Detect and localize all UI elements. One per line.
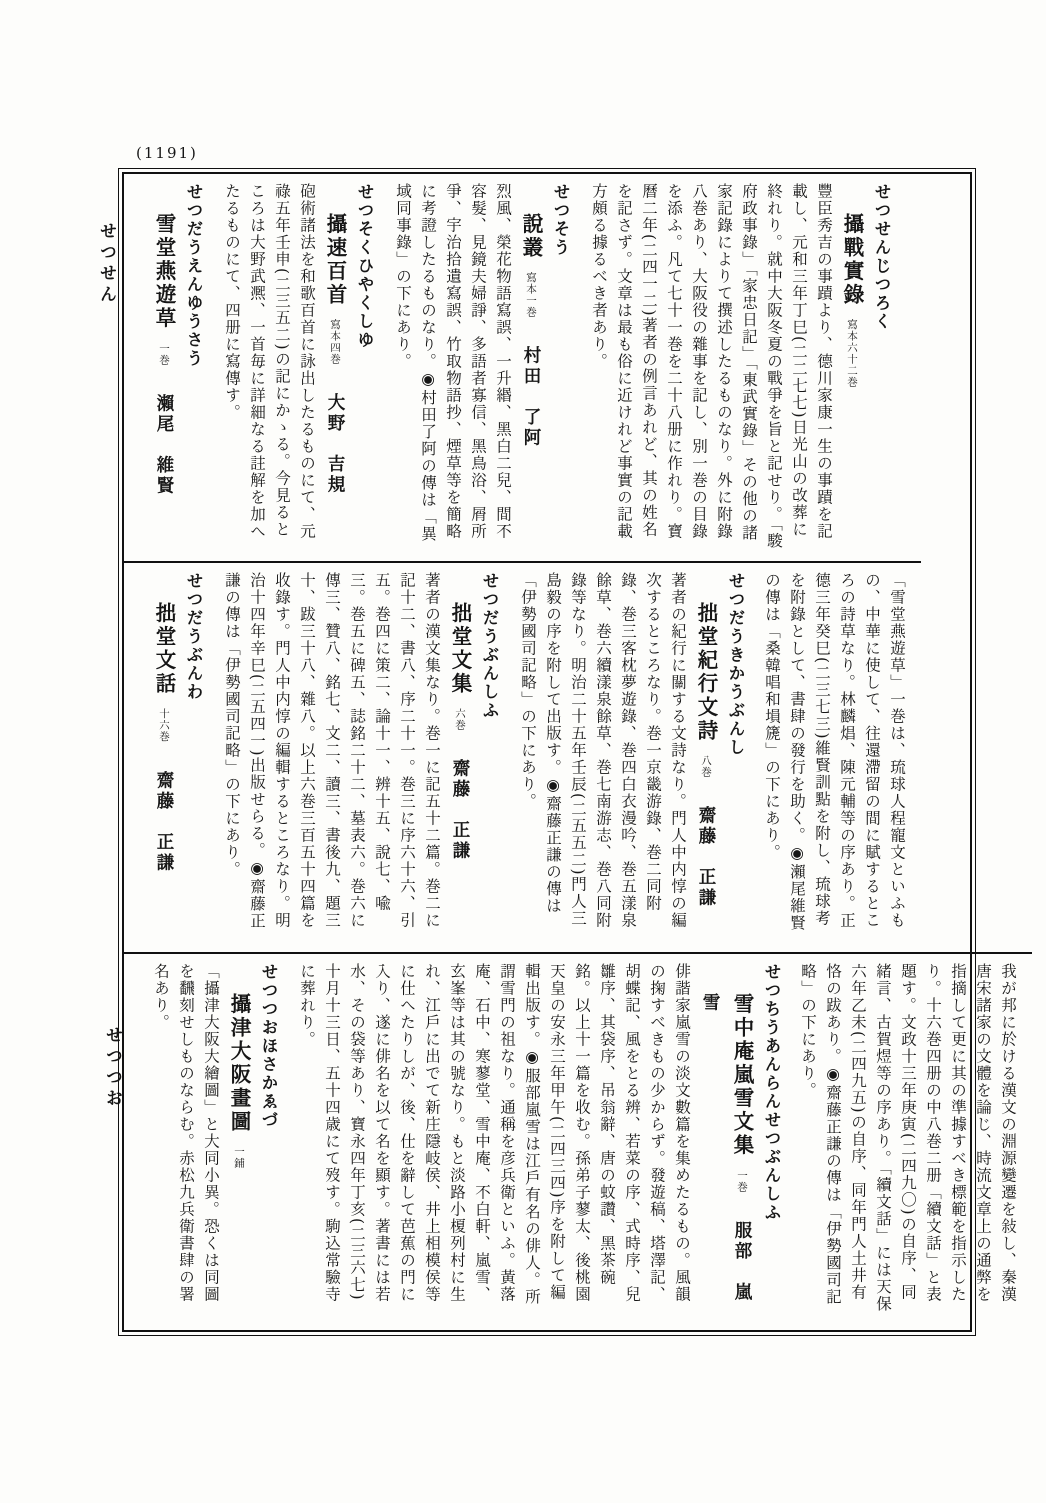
- entry-heading-kana: せつだうぶんわ: [184, 572, 203, 702]
- margin-guide-word-bottom: せつつお: [102, 1026, 122, 1110]
- entry-volume: 八巻: [700, 755, 712, 778]
- entry-author: 齋藤 正謙: [696, 806, 716, 909]
- entry-setsuso: [390, 183, 574, 552]
- entry-body: 豐臣秀吉の事蹟より、德川家康一生の事蹟を記載し、元和三年丁巳(二二七七)日光山の改葬に終れり。就中大阪冬夏の戰爭を旨と記せり。「駿府政事錄」「家忠日記」「東武實錄」その他の諸家記錄によりて撰述したるものなり。外に附錄八巻あり、大阪役の雜事を記し、別一巻の目錄を添ふ。凡て七十一巻を二十八册に作れり。寶曆二年(二四一二)著者の例言あれど、其の姓名を記さず。文章は最も俗に近けれど事實の記載方頗る據るべき者あり。: [590, 183, 833, 550]
- entry-author: 服部 嵐雪: [700, 993, 752, 1303]
- entry-setsudo-bunshu: [219, 572, 503, 943]
- entry-setsudo-kikobunshi: [515, 572, 749, 943]
- entry-title-line: [444, 572, 476, 943]
- entry-author: 大野 吉規: [325, 393, 345, 496]
- entry-heading-kana: せつそくひやくしゆ: [355, 183, 374, 350]
- entry-body: 著者の漢文集なり。巻一に記五十二篇。巻二に記十二、書八、序二十一。巻三に序六十六、引五。巻四に策二、論十一、辨十五、說七、喩三。巻五に碑五、誌銘二十二、墓表六。巻六に傳三、贊八、銘七、文二、讀三、書後九、題三十、跋三十八、雜八。以上六巻三百五十四篇を收錄す。門人中内惇の編輯するところなり。明治十四年辛巳(二五四一)出版せらる。◉齋藤正謙の傳は「伊勢國司記略」の下にあり。: [223, 572, 441, 930]
- entry-title: 說叢: [519, 213, 543, 260]
- entry-title: 攝速百首: [323, 213, 347, 307]
- entry-heading-kana: せつせんじつろく: [872, 183, 891, 331]
- entry-title: 雪堂燕遊草: [152, 213, 176, 331]
- entry-author: 齋藤 正謙: [450, 759, 470, 862]
- entry-title-line: [148, 183, 180, 552]
- band-3: [124, 952, 1032, 1324]
- entry-settsu-osaka-ezu: [148, 963, 282, 1315]
- entry-setsudo-enyuso: [148, 183, 207, 552]
- entry-title: 拙堂紀行文詩: [694, 602, 718, 743]
- entry-body: 俳諧家嵐雪の淡文數篇を集めたるもの。風韻の掬すべきもの少からず。發遊稿、塔澤記、胡蝶記、風をとる辨、若菜の序、式時序、兒雛序、其袋序、吊翁辭、唐の蚊讚、黑茶碗銘。以上十一篇を收む。孫弟子蓼太、後桃園天皇の安永三年甲午(二四三四)序を附して編輯出版す。◉服部嵐雪は江戶有名の俳人。所謂雪門の祖なり。通稱を彦兵衛といふ。黃落庵、石中、寒蓼堂、雪中庵、不白軒、嵐雪、玄峯等は其の號なり。もと淡路小榎列村に生れ、江戶に出でて新庄隱岐侯、井上相模侯等に仕へたりしが、後、仕を辭して芭蕉の門に入り、遂に俳名を以て名を顯す。著書には若水、その袋等あり、寶永四年丁亥(二三六七)十月十三日、五十四歳にて歿す。駒込常驗寺に葬れり。: [298, 963, 691, 1306]
- entry-author: 瀨尾 維賢: [154, 393, 174, 496]
- entry-volume: 一巻: [736, 1169, 748, 1193]
- entry-setsusoku-hyakushu: [219, 183, 378, 552]
- entry-setsusen-jitsuroku: [586, 183, 895, 552]
- entry-title: 拙堂文集: [448, 602, 472, 696]
- entry-volume: 一鋪: [233, 1146, 245, 1169]
- entry-title: 攝津大阪畫圖: [227, 993, 251, 1134]
- entry-volume: 十六巻: [158, 708, 170, 743]
- entry-volume: 寫本四巻: [329, 319, 341, 365]
- entry-title-line: [148, 572, 180, 943]
- entry-body: 烈風、榮花物語寫誤、一升緡、黑白二兒、間不容髮、見鏡夫婦諍、多語者寡信、黑鳥浴、屑所爭、宇治拾遺寫誤、竹取物語抄、煙草等を簡略に考證したるものなり。◉村田了阿の傳は「異域同事錄」の下にあり。: [394, 183, 512, 543]
- entry-title: 拙堂文話: [152, 602, 176, 696]
- entry-heading-kana: せつだうえんゆうさう: [184, 183, 203, 368]
- entry-title: 攝戰實錄: [840, 213, 864, 307]
- band-2: [124, 561, 921, 952]
- entry-title-line: [515, 183, 547, 552]
- entry-heading-kana: せつそう: [551, 183, 570, 257]
- entry-heading-kana: せつだうきかうぶんし: [726, 572, 745, 757]
- entry-volume: 寫本六十二巻: [846, 319, 858, 388]
- entry-volume: 六巻: [454, 708, 466, 731]
- entry-body: 砲術諸法を和歌百首に詠出したるものにて、元祿五年壬申(二三五二)の記にかゝる。今見るところは大野武凞、一首毎に詳細なる註解を加へたるものにて、四册に寫傳す。: [223, 183, 316, 540]
- entry-title-line: [694, 963, 758, 1315]
- entry-author: 村田 了阿: [521, 346, 541, 449]
- band-1: [124, 174, 907, 561]
- entry-heading-kana: せつつおほさかゑづ: [259, 963, 278, 1130]
- entry-author: 齋藤 正謙: [154, 770, 174, 873]
- entry-setchuan-ransetsu-bunshu: [294, 963, 785, 1315]
- entry-setsudo-bunwa-continuation: 我が邦に於ける漢文の淵源變遷を敍し、秦漢唐宋諸家の文體を論じ、時流文章上の通弊を指摘して更に其の準據すべき標範を指示したり。十六巻四册の中八巻二册「續文話」と表題す。文政十三年庚寅(二四九〇)の自序、同緒言、古賀煜等の序あり。「續文話」には天保六年乙未(二四九五)の自序、同年門人土井有恪の跋あり。◉齋藤正謙の傳は「伊勢國司記略」の下にあり。: [799, 963, 1017, 1313]
- entry-volume: 寫本一巻: [525, 272, 537, 318]
- entry-body: 「攝津大阪大繪圖」と大同小異。恐くは同圖を飜刻せしものならむ。赤松九兵衛書肆の署名あり。: [152, 963, 220, 1303]
- entry-setsudo-bunwa: [148, 572, 207, 943]
- page-frame: [122, 172, 1017, 1332]
- entry-title-line: [319, 183, 351, 552]
- page-number: (1191): [136, 144, 198, 162]
- entry-title: 雪中庵嵐雪文集: [730, 993, 754, 1158]
- entry-body: 著者の紀行に關する文詩なり。門人中内惇の編次するところなり。巻一京畿游錄、巻二同附錄、巻三客枕夢遊錄、巻四白衣漫吟、巻五漾泉餘草、巻六續漾泉餘草、巻七南游志、巻八同附錄等なり。明治二十五年壬辰(二五五二)門人三島毅の序を附して出版す。◉齋藤正謙の傳は「伊勢國司記略」の下にあり。: [519, 572, 687, 929]
- entry-title-line: [690, 572, 722, 943]
- entry-volume: 一巻: [158, 342, 170, 366]
- margin-guide-word-top: せつせん: [96, 222, 116, 306]
- entry-setsudo-enyuso-continuation: 「雪堂燕遊草」一巻は、琉球人程寵文といふもの、中華に使して、往還滯留の間に賦するところの詩草なり。林麟焻、陳元輔等の序あり。正德三年癸巳(二三七三)維賢訓點を附し、琉球考を附錄として、書肆の發行を助く。◉瀨尾維賢の傳は「桑韓唱和塤篪」の下にあり。: [763, 572, 906, 932]
- entry-heading-kana: せつちうあんらんせつぶんしふ: [762, 963, 781, 1222]
- entry-title-line: [223, 963, 255, 1315]
- entry-heading-kana: せつだうぶんしふ: [480, 572, 499, 720]
- entry-title-line: [836, 183, 868, 552]
